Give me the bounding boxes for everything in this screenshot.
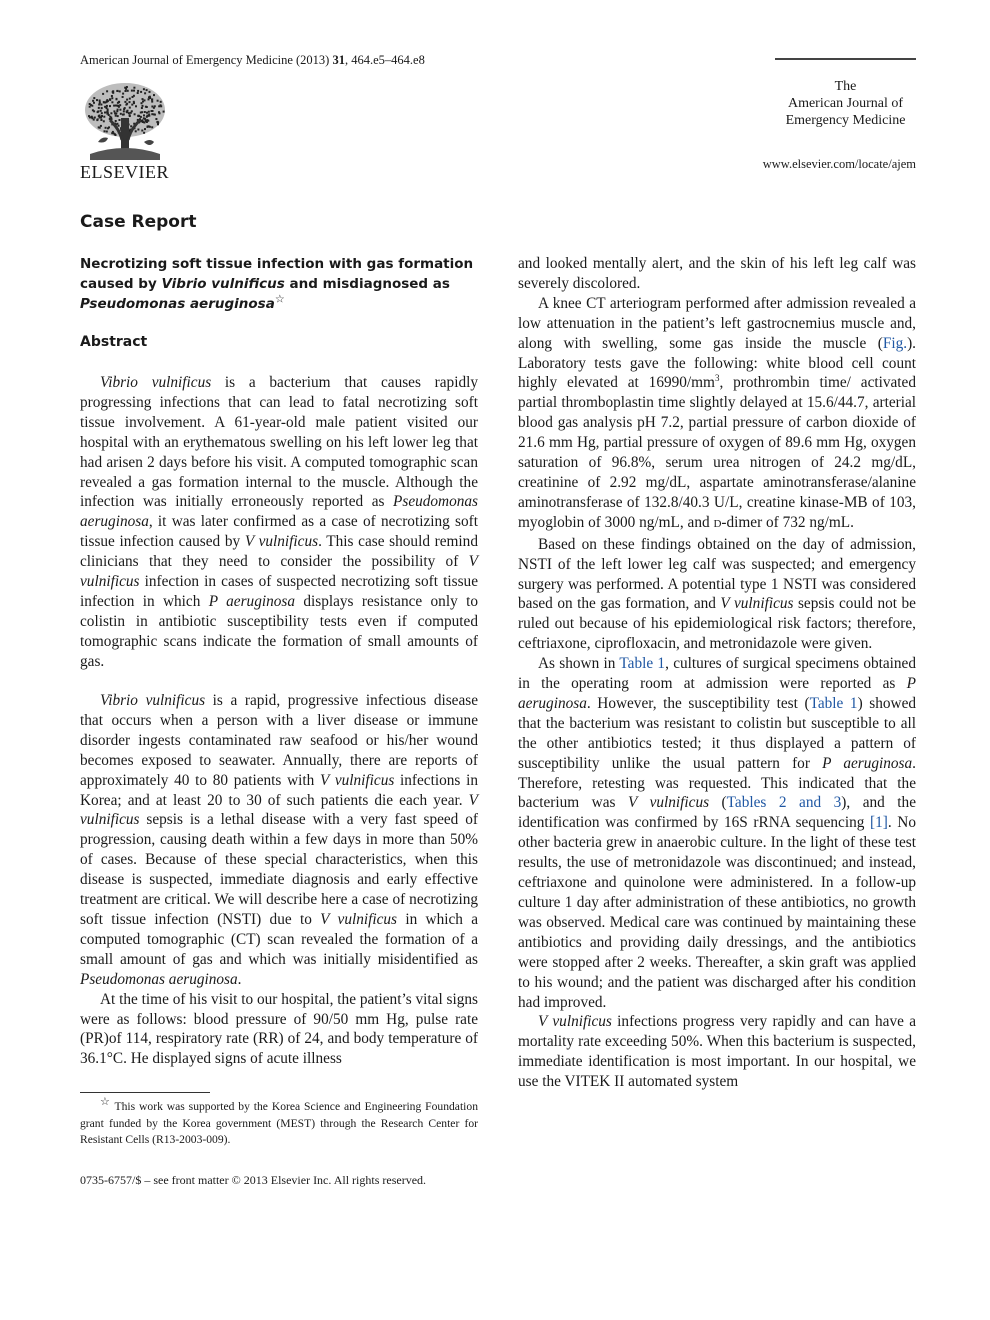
funding-footnote: ☆ This work was supported by the Korea Science and Engineering Foundation grant funded by the Korea government (MEST) through the Research Center for Resistant Cells (R13-2003-009).: [80, 1096, 478, 1146]
journal-name: The American Journal of Emergency Medicine: [785, 79, 906, 128]
elsevier-tree-logo-icon: [80, 80, 170, 162]
abstract-text: Vibrio vulnificus is a bacterium that causes rapidly progressing infections that can lead to fatal necrotizing soft tissue involvement. A 61-year-old male patient visited our hospital with an erythematous swelling on his left lower leg that had arisen 2 days before his visit. A computed tomographic scan revealed a gas formation internal to the muscle. Although the infection was initially erroneously reported as Pseudomonas aeruginosa, it was later confirmed as a case of necrotizing soft tissue infection caused by V vulnificus. This case should remind clinicians that they need to consider the possibility of V vulnificus infection in cases of suspected necrotizing soft tissue infection in which P aeruginosa displays resistance only to colistin in antibiotic susceptibility tests even if computed tomographic scans indicate the formation of small amounts of gas.: [80, 374, 478, 670]
table-1-link[interactable]: Table 1: [809, 694, 858, 712]
figure-link[interactable]: Fig.: [882, 334, 908, 352]
body-left-column: [80, 691, 478, 1069]
body-paragraph: As shown in Table 1, cultures of surgical specimens obtained in the operating room at admission were reported as P aeruginosa. However, the susceptibility test (Table 1) showed that the bacterium was resistant to colistin but susceptible to all the other antibiotics tested; it thus displayed a pattern of susceptibility unlike the usual pattern for P aeruginosa. Therefore, retesting was requested. This indicated that the bacterium was V vulnificus (Tables 2 and 3), and the identification was confirmed by 16S rRNA sequencing [1]. No other bacteria grew in anaerobic culture. In the light of these test results, the use of metronidazole was discontinued; and instead, ceftriaxone and quinolone were administered. In a follow-up culture 1 day after administration of these antibiotics, no growth was observed. Medical care was continued by maintaining these antibiotics and providing daily dressings, and the antibiotics were stopped after 2 weeks. Thereafter, a skin graft was applied to his wound; and the patient was discharged after his condition had improved.: [518, 655, 917, 1011]
reference-1-link[interactable]: [1]: [870, 814, 888, 832]
tables-2-3-link[interactable]: Tables 2 and 3: [726, 794, 842, 812]
body-paragraph: Based on these findings obtained on the day of admission, NSTI of the left lower leg calf was suspected; and emergency surgery was performed. A potential type 1 NSTI was considered based on the gas formation, and V vulnificus sepsis could not be ruled out because of his epidemiological risk factors; therefore, ceftriaxone, ciprofloxacin, and metronidazole were given.: [518, 535, 916, 653]
footnote-rule: [80, 1092, 210, 1093]
header-rule: [775, 58, 916, 60]
journal-citation: American Journal of Emergency Medicine (2013) 31, 464.e5–464.e8: [80, 53, 425, 67]
front-matter: 0735-6757/$ – see front matter © 2013 Elsevier Inc. All rights reserved.: [80, 1173, 427, 1187]
footnote-marker[interactable]: ☆: [274, 292, 285, 306]
article-title: Necrotizing soft tissue infection with gas formation caused by Vibrio vulnificus and misdiagnosed as Pseudomonas aeruginosa☆: [80, 256, 474, 312]
body-paragraph: Vibrio vulnificus is a rapid, progressive infectious disease that occurs when a person with a liver disease or immune disorder ingests contaminated raw seafood or his/her wound becomes exposed to seawater. Annually, there are reports of approximately 40 to 80 patients with V vulnificus infections in Korea; and at least 20 to 30 of such patients die each year. V vulnificus sepsis is a lethal disease with a very fast speed of progression, causing death within a few days in more than 50% of cases. Because of these special characteristics, when this disease is suspected, immediate diagnosis and early effective treatment are critical. We will describe here a case of necrotizing soft tissue infection (NSTI) due to V vulnificus in which a computed tomographic (CT) scan revealed the formation of a small amount of gas and which was initially misidentified as Pseudomonas aeruginosa.: [80, 692, 479, 988]
body-paragraph: A knee CT arteriogram performed after admission revealed a low attenuation in the patient’s left gastrocnemius muscle and, along with swelling, some gas inside the muscle (Fig.). Laboratory tests gave the following: white blood cell count highly elevated at $16990/mm^3$, prothrombin time/ activated partial thromboplastin time slightly delayed at 15.6/44.7, arterial blood gas analysis pH 7.2, partial pressure of carbon dioxide of 21.6 mm Hg, partial pressure of oxygen of 89.6 mm Hg, oxygen saturation of 96.8%, serum urea nitrogen of 24.2 mg/dL, creatinine of 2.92 mg/dL, aspartate aminotransferase/alanine aminotransferase of 132.8/40.3 U/L, creatine kinase-MB of 103, myoglobin of 3000 ng/mL, and D-dimer of 732 ng/mL.: [518, 294, 916, 531]
publisher-name: ELSEVIER: [80, 162, 169, 182]
body-right-column: [518, 254, 916, 1092]
abstract-heading: Abstract: [80, 334, 148, 350]
table-1-link[interactable]: Table 1: [619, 655, 666, 673]
body-paragraph: and looked mentally alert, and the skin of his left leg calf was severely discolored.: [518, 255, 916, 292]
section-label: Case Report: [80, 212, 197, 232]
body-paragraph: V vulnificus infections progress very rapidly and can have a mortality rate exceeding 50%. When this bacterium is suspected, immediate identification is most important. In our hospital, we use the VITEK II automated system: [518, 1013, 916, 1091]
body-paragraph: At the time of his visit to our hospital, the patient’s vital signs were as follows: blood pressure of 90/50 mm Hg, pulse rate (PR)of 114, respiratory rate (RR) of 24, and body temperature of 36.1°C. He displayed signs of acute illness: [80, 990, 478, 1068]
journal-url[interactable]: www.elsevier.com/locate/ajem: [762, 157, 916, 171]
volume-number: 31: [332, 53, 345, 67]
